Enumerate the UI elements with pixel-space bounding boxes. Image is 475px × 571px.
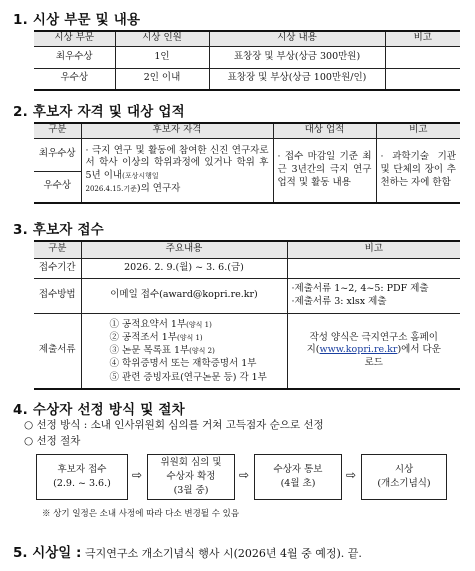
doc-text: ③ 논문 목록표 1부	[109, 345, 190, 357]
list-item	[110, 371, 287, 384]
cell: 표창장 및 부상(상금 100만원/인)	[209, 68, 385, 90]
award-table	[34, 30, 460, 91]
header-content: 시상 내용	[209, 31, 385, 46]
header-achievement: 대상 업적	[273, 123, 376, 138]
doc-form-tag: (양식 1)	[176, 333, 203, 342]
ceremony-date-text: 극지연구소 개소기념식 행사 시(2026년 4월 중 예정). 끝.	[84, 547, 362, 560]
period-label: 접수기간	[34, 258, 81, 278]
doc-text: ① 공적요약서 1부	[109, 318, 187, 330]
section-5-line	[13, 541, 362, 561]
qualification-end: )의 연구자	[136, 183, 181, 195]
method-remark	[287, 278, 460, 313]
method-value: 이메일 접수(award@kopri.re.kr)	[81, 278, 287, 313]
step-review	[147, 454, 235, 500]
table-row	[34, 68, 460, 90]
table-row	[34, 46, 460, 68]
header-category: 구분	[34, 241, 81, 258]
header-category: 시상 부문	[34, 31, 115, 46]
cell: 우수상	[34, 68, 115, 90]
method-note-xlsx: ·제출서류 3: xlsx 제출	[291, 295, 387, 307]
doc-text: ④ 학위증명서 또는 재학증명서 1부	[109, 358, 257, 370]
selection-method: ○ 선정 방식 : 소내 인사위원회 심의를 거쳐 고득점자 순으로 선정	[24, 419, 324, 431]
header-main: 주요내용	[81, 241, 287, 258]
period-remark	[287, 258, 460, 278]
doc-form-tag: (양식 1)	[186, 320, 212, 329]
step-date: (2.9. ~ 3.6.)	[53, 478, 111, 489]
step-title: 후보자 접수	[57, 464, 107, 476]
step-subtitle: (개소기념식)	[377, 478, 431, 489]
step-notification	[254, 454, 342, 500]
step-title: 수상자 통보	[273, 464, 323, 476]
list-item	[110, 331, 287, 344]
list-item	[110, 344, 287, 357]
docs-label: 제출서류	[34, 313, 81, 389]
qualification-main: · 극지 연구 및 활동에 참여한 신진 연구자로서 학사 이상의 학위과정에 있거나 학위 후 5년 이내	[85, 144, 269, 182]
step-application	[36, 454, 128, 500]
section-5-heading: 5. 시상일 :	[13, 545, 82, 561]
section-2-heading: 2. 후보자 자격 및 대상 업적	[13, 104, 185, 120]
cell: 2인 이내	[115, 68, 209, 90]
docs-note-end: )에서 다운로드	[364, 344, 441, 369]
submission-table	[34, 240, 460, 390]
qualification-note: (포상시행일	[122, 172, 159, 181]
eligibility-table	[34, 122, 460, 204]
category-top-award: 최우수상	[34, 138, 81, 171]
arrow-right-icon: ⇨	[132, 468, 143, 482]
header-qualification: 후보자 자격	[81, 123, 273, 138]
category-excellence-award: 우수상	[34, 171, 81, 203]
header-remark: 비고	[385, 31, 460, 46]
doc-form-tag: (양식 2)	[189, 347, 215, 356]
step-ceremony	[361, 454, 447, 500]
cell: 최우수상	[34, 46, 115, 68]
homepage-link[interactable]: www.kopri.re.kr	[319, 344, 398, 356]
method-label: 접수방법	[34, 278, 81, 313]
arrow-right-icon: ⇨	[346, 468, 357, 482]
header-count: 시상 인원	[115, 31, 209, 46]
qualification-date: 2026.4.15.기준	[85, 185, 137, 194]
achievement-text: · 접수 마감일 기준 최근 3년간의 극지 연구업적 및 활동 내용	[273, 138, 376, 203]
cell	[385, 46, 460, 68]
header-remark: 비고	[287, 241, 460, 258]
docs-remark	[287, 313, 460, 389]
docs-list	[81, 313, 287, 389]
step-subtitle: 수상자 확정	[166, 471, 216, 483]
header-category: 구분	[34, 123, 81, 138]
cell: 표창장 및 부상(상금 300만원)	[209, 46, 385, 68]
cell	[385, 68, 460, 90]
qualification-text	[81, 138, 273, 203]
step-title: 시상	[394, 464, 414, 476]
cell: 1인	[115, 46, 209, 68]
header-remark: 비고	[376, 123, 460, 138]
selection-procedure: ○ 선정 절차	[24, 435, 81, 447]
step-date: (3월 중)	[173, 484, 209, 496]
doc-text: ⑤ 관련 증빙자료(연구논문 등) 각 1부	[109, 371, 267, 383]
list-item	[110, 318, 287, 331]
period-value: 2026. 2. 9.(월) ~ 3. 6.(금)	[81, 258, 287, 278]
arrow-right-icon: ⇨	[239, 468, 250, 482]
list-item	[110, 357, 287, 370]
docs-note-text: 작성 양식은 극지연구소 홈페이지(	[306, 331, 438, 356]
doc-text: ② 공적조서 1부	[109, 331, 177, 343]
method-note-pdf: ·제출서류 1~2, 4~5: PDF 제출	[291, 282, 429, 294]
remark-text: · 과학기술 기관 및 단체의 장이 추천하는 자에 한함	[376, 138, 460, 203]
step-title: 위원회 심의 및	[160, 457, 222, 469]
section-4-heading: 4. 수상자 선정 방식 및 절차	[13, 402, 185, 418]
step-date: (4월 초)	[280, 478, 316, 489]
section-3-heading: 3. 후보자 접수	[13, 222, 104, 238]
schedule-footnote: ※ 상기 일정은 소내 사정에 따라 다소 변경될 수 있음	[42, 509, 240, 519]
section-1-heading: 1. 시상 부문 및 내용	[13, 12, 141, 28]
